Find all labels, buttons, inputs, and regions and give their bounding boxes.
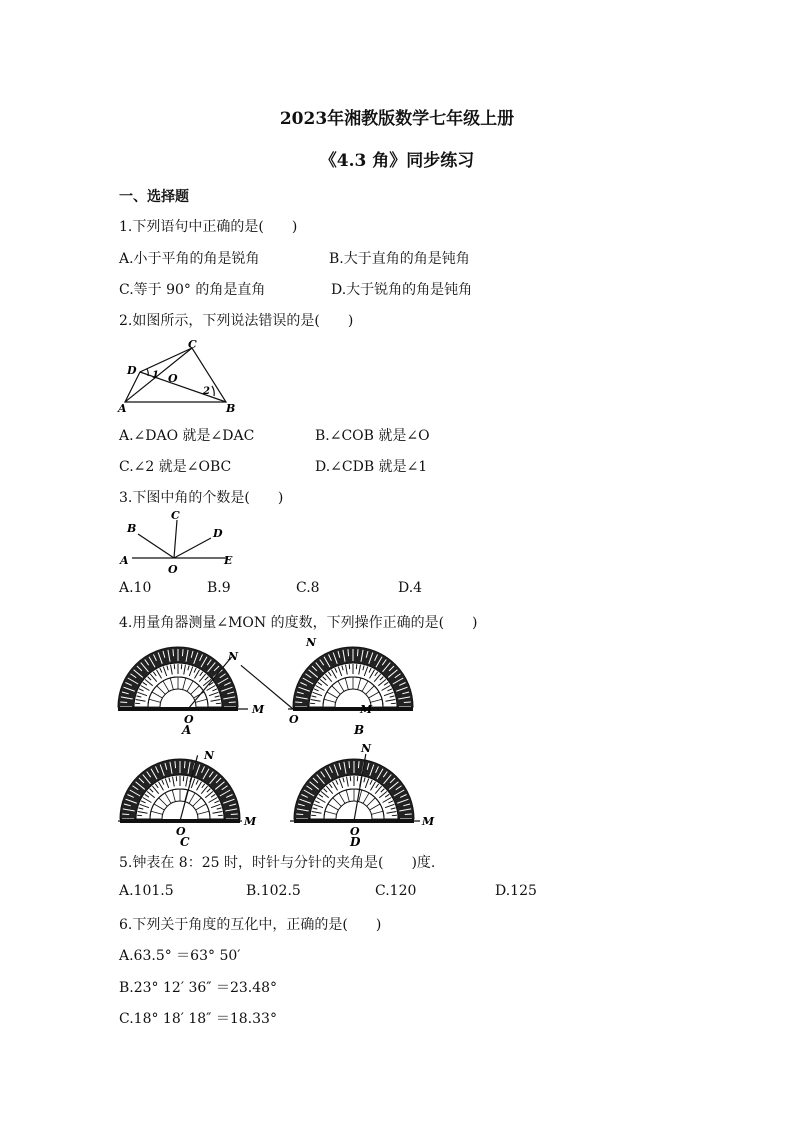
q5-stem: 5.钟表在 8：25 时，时针与分针的夹角是( )度. (119, 855, 436, 871)
q3-rays-figure (114, 506, 244, 576)
q5-option-c: C.120 (375, 883, 417, 899)
q1-option-d: D.大于锐角的角是钝角 (331, 282, 473, 298)
q5-option-a: A.101.5 (119, 883, 174, 899)
q1-option-b: B.大于直角的角是钝角 (329, 251, 470, 267)
q3-label-c: C (171, 509, 180, 522)
q2-label-angle-1: 1 (152, 370, 159, 381)
q2-label-b: B (226, 402, 236, 415)
q3-label-a: A (120, 554, 129, 567)
q1-option-a: A.小于平角的角是锐角 (119, 251, 260, 267)
q6-option-b: B.23° 12′ 36″ ＝23.48° (119, 980, 278, 996)
q3-label-e: E (224, 554, 233, 567)
q2-label-c: C (188, 338, 197, 351)
page-title: 2023年湘教版数学七年级上册 (279, 109, 515, 129)
q3-stem: 3.下图中角的个数是( ) (119, 490, 284, 506)
protractor-label-m: M (360, 703, 373, 716)
q2-option-c: C.∠2 就是∠OBC (119, 459, 232, 475)
q2-quadrilateral-figure (114, 336, 244, 416)
protractor-label-n: N (228, 650, 239, 663)
q2-stem: 2.如图所示，下列说法错误的是( ) (119, 313, 354, 329)
q1-option-c: C.等于 90° 的角是直角 (119, 282, 266, 298)
q4-stem: 4.用量角器测量∠MON 的度数，下列操作正确的是( ) (119, 615, 478, 631)
q3-option-d: D.4 (398, 580, 423, 596)
protractor-label-n: N (204, 749, 215, 762)
protractor-label-o: O (184, 713, 194, 726)
protractor-panel-d (290, 742, 435, 849)
protractor-panel-a (118, 647, 265, 737)
protractor-panel-label: A (182, 723, 192, 737)
q2-label-angle-2: 2 (203, 386, 210, 397)
protractor-label-o: O (176, 825, 186, 838)
q5-option-d: D.125 (495, 883, 537, 899)
protractor-label-n: N (306, 636, 317, 649)
protractor-label-m: M (422, 815, 435, 828)
q3-label-b: B (127, 522, 137, 535)
protractor-label-m: M (252, 703, 265, 716)
protractor-label-m: M (244, 815, 257, 828)
q2-label-o: O (168, 372, 178, 385)
q2-option-d: D.∠CDB 就是∠1 (315, 459, 428, 475)
q3-option-c: C.8 (296, 580, 320, 596)
protractor-panel-label: B (354, 723, 365, 737)
q1-stem: 1.下列语句中正确的是( ) (119, 219, 298, 235)
page-subtitle: 《4.3 角》同步练习 (319, 151, 475, 171)
q4-protractor-figures (110, 634, 440, 849)
protractor-label-o: O (289, 713, 299, 726)
q5-option-b: B.102.5 (246, 883, 301, 899)
protractor-panel-c (118, 749, 257, 849)
q3-option-a: A.10 (119, 580, 152, 596)
protractor-panel-label: D (350, 835, 361, 849)
protractor-panel-label: C (180, 835, 190, 849)
q6-option-c: C.18° 18′ 18″ ＝18.33° (119, 1011, 277, 1027)
protractor-label-o: O (350, 825, 360, 838)
q6-stem: 6.下列关于角度的互化中，正确的是( ) (119, 917, 382, 933)
q3-option-b: B.9 (207, 580, 231, 596)
q3-label-d: D (213, 527, 223, 540)
q2-label-d: D (127, 364, 137, 377)
q2-option-a: A.∠DAO 就是∠DAC (119, 428, 255, 444)
protractor-panel-b (241, 636, 413, 737)
q2-label-a: A (118, 402, 127, 415)
section-heading: 一、选择题 (119, 189, 189, 205)
q3-label-o: O (168, 563, 178, 576)
q6-option-a: A.63.5° ＝63° 50′ (119, 948, 241, 964)
q2-option-b: B.∠COB 就是∠O (315, 428, 430, 444)
protractor-label-n: N (361, 742, 372, 755)
